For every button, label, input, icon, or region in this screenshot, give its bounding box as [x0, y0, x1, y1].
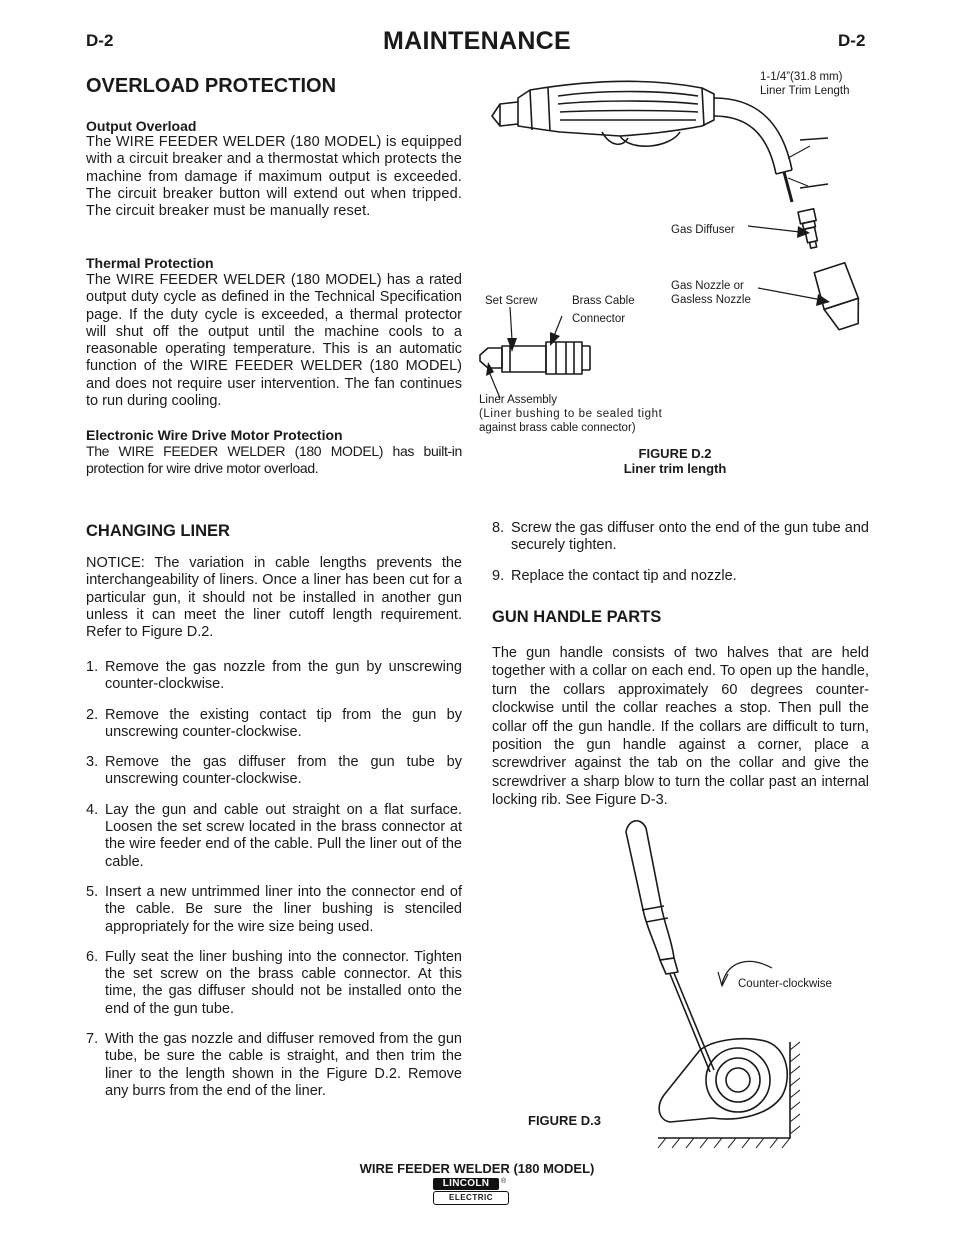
liner-steps-list-right — [492, 520, 869, 585]
corner-wall — [658, 1042, 790, 1138]
liner-steps-list-left — [86, 659, 462, 1100]
trim-length-label-1: 1-1/4”(31.8 mm) — [760, 71, 843, 83]
liner-step — [86, 949, 462, 1018]
lincoln-electric-logo — [433, 1178, 509, 1206]
brass-cable-label-1: Brass Cable — [572, 295, 635, 307]
step-text: Screw the gas diffuser onto the end of the gun tube and securely tighten. — [511, 520, 869, 554]
screwdriver-shaft — [670, 974, 710, 1072]
liner-assembly-label-2: (Liner bushing to be sealed tight — [479, 408, 663, 420]
step-number: 8. — [492, 520, 505, 536]
step-text: Replace the contact tip and nozzle. — [511, 567, 737, 584]
liner-assembly-label-1: Liner Assembly — [479, 394, 557, 406]
liner-step — [86, 1031, 462, 1100]
step-number: 6. — [86, 948, 99, 965]
logo-bottom: ELECTRIC — [433, 1191, 509, 1205]
changing-liner-notice: NOTICE: The variation in cable lengths prevents the interchangeability of liners. Once a liner has been cut for a particular gun, it should not be installed in another gun unless it can meet the liner cutoff length requirement. Refer to Figure D.2. — [86, 555, 462, 641]
liner-step — [86, 707, 462, 742]
motor-text: The WIRE FEEDER WELDER (180 MODEL) has built-in protection for wire drive motor overload. — [86, 443, 462, 477]
gun-tube — [714, 98, 792, 170]
step-number: 9. — [492, 567, 505, 584]
step-text: Remove the gas diffuser from the gun tube by unscrewing counter-clockwise. — [105, 754, 462, 788]
brass-cable-label-2: Connector — [572, 313, 626, 325]
page-code-right: D-2 — [838, 31, 866, 50]
gas-diffuser-label: Gas Diffuser — [671, 224, 735, 236]
motor-heading: Electronic Wire Drive Motor Protection — [86, 427, 343, 443]
step-number: 5. — [86, 883, 99, 900]
gun-handle-text: The gun handle consists of two halves that are held together with a collar on each end. To open up the handle, turn the collars approximately 60 degrees counter-clockwise until the collar reaches a stop. Then pull the collar off the gun handle. If the collars are difficult to turn, position the gun handle against a corner, place a screwdriver against the tab on the collar and give the screwdriver a sharp blow to turn the collar past an internal locking rib. See Figure D-3. — [492, 645, 869, 809]
step-number: 4. — [86, 801, 99, 818]
liner-step — [492, 520, 869, 555]
page-title: MAINTENANCE — [382, 27, 572, 55]
liner-step — [86, 884, 462, 936]
step-text: Lay the gun and cable out straight on a flat surface. Loosen the set screw located in the brass connector at the wire feeder end of the cable. Pull the liner out of the cable. — [105, 801, 462, 870]
liner-step — [86, 754, 462, 789]
step-number: 7. — [86, 1031, 99, 1048]
counter-clockwise-label: Counter-clockwise — [738, 978, 832, 990]
liner-step — [86, 802, 462, 871]
overload-heading: OVERLOAD PROTECTION — [86, 75, 337, 97]
exposed-liner — [784, 172, 792, 202]
footer-title: WIRE FEEDER WELDER (180 MODEL) — [359, 1161, 595, 1176]
figure-d3-caption: FIGURE D.3 — [528, 1113, 601, 1128]
liner-assembly-label-3: against brass cable connector) — [479, 422, 636, 434]
liner-step — [492, 568, 869, 585]
step-text: Insert a new untrimmed liner into the connector end of the cable. Be sure the liner bushing is stenciled appropriately for the wire size being used. — [105, 883, 462, 935]
step-number: 3. — [86, 754, 99, 771]
thermal-text: The WIRE FEEDER WELDER (180 MODEL) has a rated output duty cycle as defined in the Technical Specification page. If the duty cycle is exceeded, a thermal protector will shut off the output until the machine cools to a reasonable operating temperature. This is an automatic function of the WIRE FEEDER WELDER (180 MODEL) and does not require user intervention. The fan continues to run during cooling. — [86, 272, 462, 410]
gun-handle-heading: GUN HANDLE PARTS — [492, 608, 662, 626]
trim-length-label-2: Liner Trim Length — [760, 85, 850, 97]
screwdriver-handle — [626, 821, 674, 960]
step-text: Remove the existing contact tip from the gun by unscrewing counter-clockwise. — [105, 706, 462, 740]
changing-liner-heading: CHANGING LINER — [86, 522, 230, 540]
thermal-heading: Thermal Protection — [86, 255, 214, 271]
logo-registered-mark: ® — [501, 1178, 507, 1185]
figure-d2-caption-1: FIGURE D.2 — [638, 446, 712, 461]
set-screw-label: Set Screw — [485, 295, 538, 307]
output-overload-text: The WIRE FEEDER WELDER (180 MODEL) is equipped with a circuit breaker and a thermostat which protects the machine from damage if maximum output is exceeded. The circuit breaker button will extend out when tripped. The circuit breaker must be manually reset. — [86, 134, 462, 220]
step-text: Fully seat the liner bushing into the connector. Tighten the set screw on the brass cable connector. At this time, the gas diffuser should not be installed onto the end of the gun tube. — [105, 948, 462, 1017]
output-overload-heading: Output Overload — [86, 118, 197, 134]
figure-d2-caption-2: Liner trim length — [623, 461, 727, 476]
gas-nozzle-label-2: Gasless Nozzle — [671, 294, 751, 306]
page-code-left: D-2 — [86, 31, 114, 50]
brass-connector-part — [480, 342, 590, 374]
step-text: Remove the gas nozzle from the gun by unscrewing counter-clockwise. — [105, 659, 462, 693]
liner-step — [86, 659, 462, 694]
logo-top: LINCOLN — [433, 1178, 499, 1190]
step-number: 1. — [86, 659, 99, 675]
step-text: With the gas nozzle and diffuser removed from the gun tube, be sure the cable is straight, and then trim the liner to the length shown in the Figure D.2. Remove any burrs from the end of the liner. — [105, 1031, 462, 1099]
gas-nozzle-label-1: Gas Nozzle or — [671, 280, 744, 292]
step-number: 2. — [86, 706, 99, 723]
